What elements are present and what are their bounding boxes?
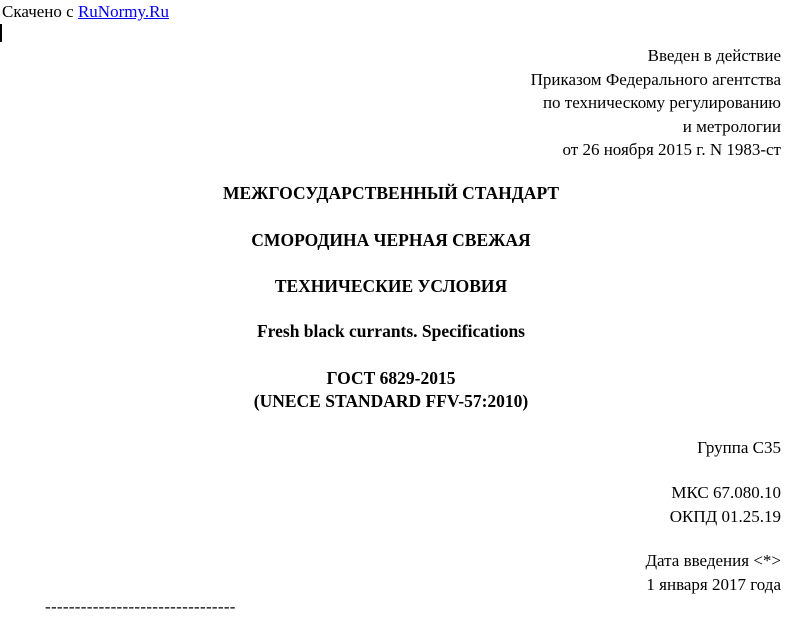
runormy-link[interactable]: RuNormy.Ru [77,2,169,21]
introduction-date: 1 января 2017 года [646,574,781,594]
mks-code: МКС 67.080.10 [671,483,781,502]
text-cursor [0,24,2,42]
group-block [697,436,781,460]
introduction-block [645,549,781,596]
okpd-code: ОКПД 01.25.19 [669,506,781,526]
enactment-line: Приказом Федерального агентства [530,69,781,89]
introduction-label: Дата введения <*> [645,551,781,570]
section-title: ТЕХНИЧЕСКИЕ УСЛОВИЯ [274,276,508,296]
enactment-line: и метрологии [682,116,781,136]
enactment-line: по техническому регулированию [542,93,781,112]
source-line [2,2,169,22]
group-code: Группа С35 [697,438,781,457]
enactment-line: от 26 ноября 2015 г. N 1983-ст [562,140,781,159]
enactment-line: Введен в действие [647,46,781,65]
source-prefix: Скачено с [2,2,78,21]
standard-number: ГОСТ 6829-2015 [326,368,456,388]
english-title: Fresh black currants. Specifications [256,321,525,341]
standard-reference: (UNECE STANDARD FFV-57:2010) [253,391,529,411]
codes-block [670,481,781,528]
product-title: СМОРОДИНА ЧЕРНАЯ СВЕЖАЯ [251,230,531,250]
enactment-block [531,44,781,162]
footnote-separator: -------------------------------- [45,597,236,616]
standard-category: МЕЖГОСУДАРСТВЕННЫЙ СТАНДАРТ [222,183,560,203]
